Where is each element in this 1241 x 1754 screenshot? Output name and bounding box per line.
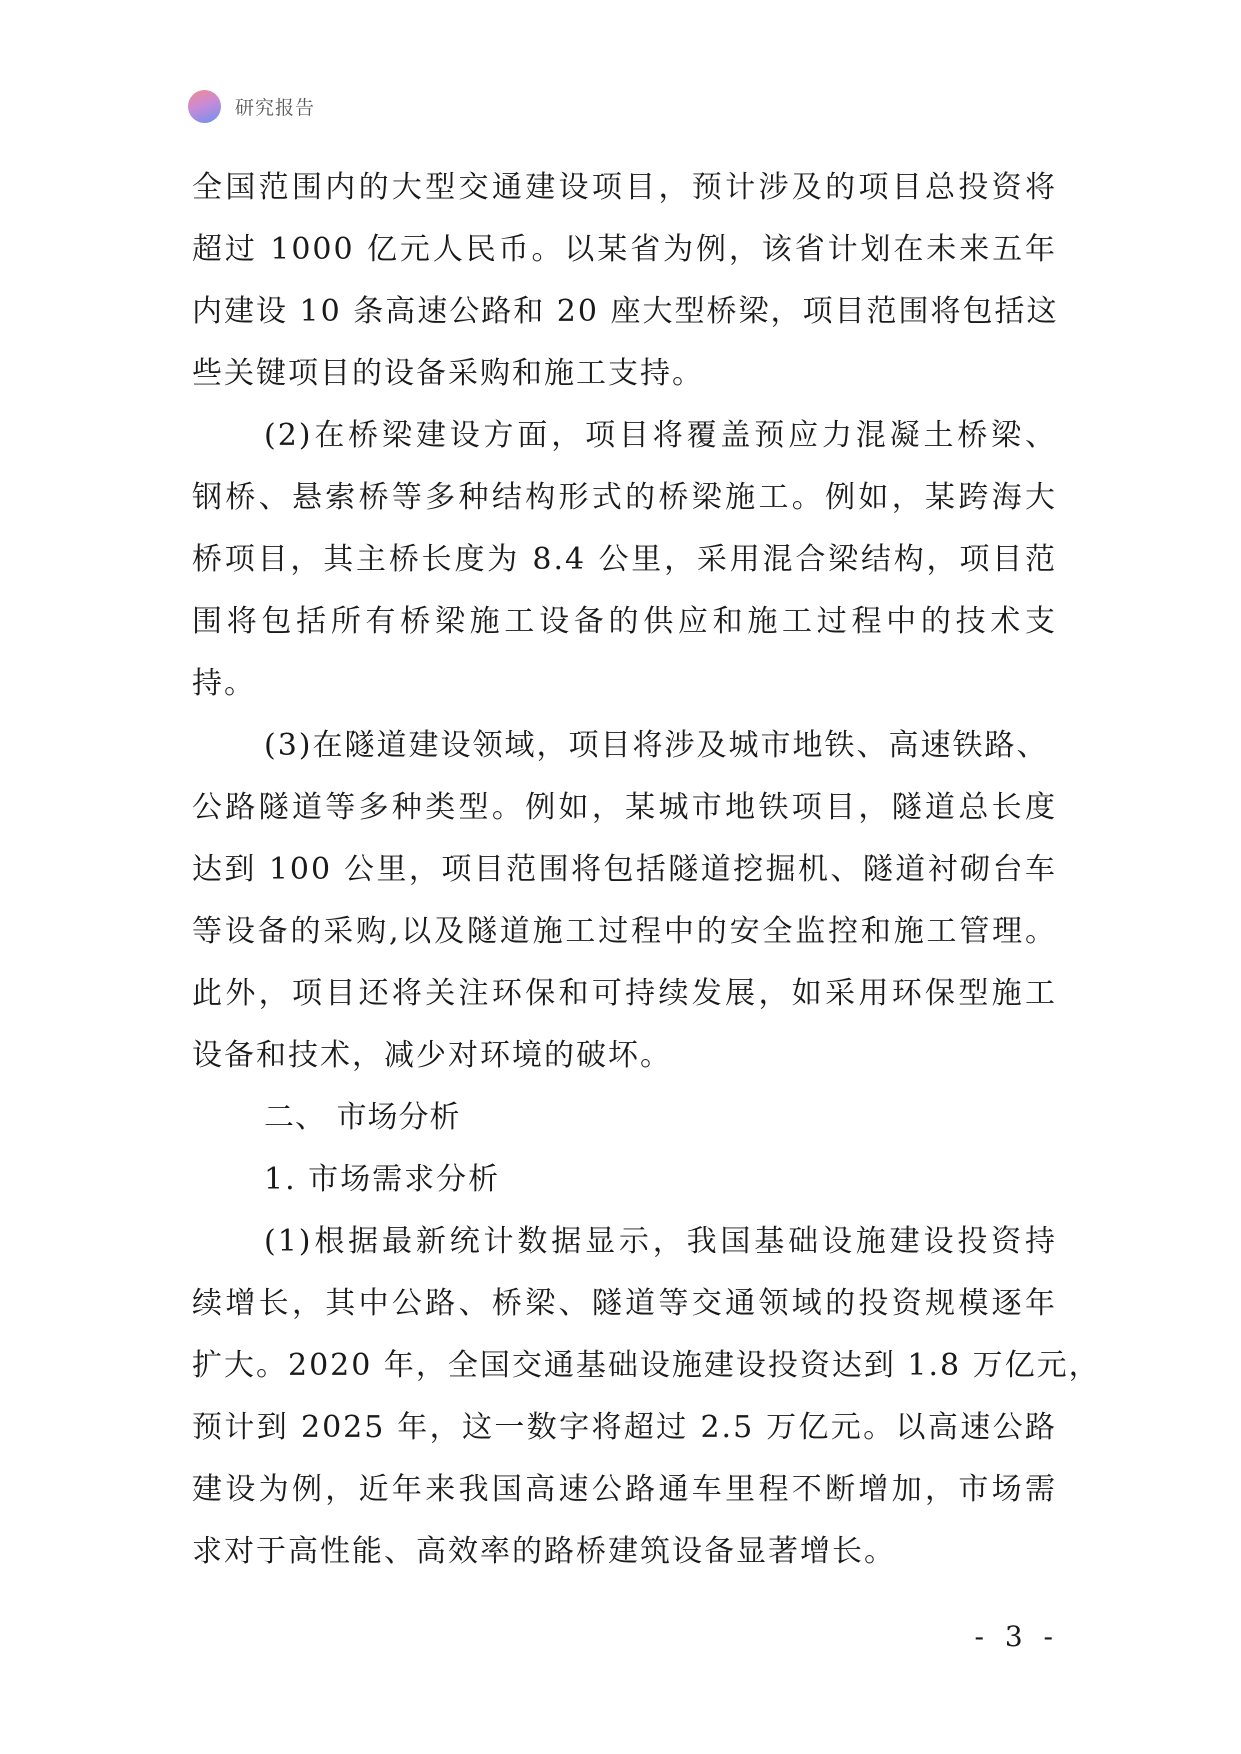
body-text (192, 157, 1101, 1583)
text-line: 桥项目，其主桥长度为 8.4 公里，采用混合梁结构，项目范 (192, 542, 1057, 577)
text-line: 钢桥、悬索桥等多种结构形式的桥梁施工。例如，某跨海大 (192, 480, 1057, 515)
text-line: (2)在桥梁建设方面，项目将覆盖预应力混凝土桥梁、 (264, 418, 1057, 453)
text-line: 此外，项目还将关注环保和可持续发展，如采用环保型施工 (192, 976, 1057, 1011)
text-line: 围将包括所有桥梁施工设备的供应和施工过程中的技术支 (192, 604, 1057, 639)
text-line: 预计到 2025 年，这一数字将超过 2.5 万亿元。以高速公路 (192, 1410, 1057, 1445)
subsection-heading: 1. 市场需求分析 (264, 1162, 501, 1197)
logo-circle-icon (188, 90, 221, 123)
text-line: 等设备的采购,以及隧道施工过程中的安全监控和施工管理。 (192, 914, 1057, 949)
text-line: 超过 1000 亿元人民币。以某省为例，该省计划在未来五年 (192, 232, 1057, 267)
text-line: (1)根据最新统计数据显示，我国基础设施建设投资持 (264, 1224, 1057, 1259)
text-line: 建设为例，近年来我国高速公路通车里程不断增加，市场需 (192, 1472, 1057, 1507)
text-line: 求对于高性能、高效率的路桥建筑设备显著增长。 (192, 1534, 896, 1569)
text-line: 设备和技术，减少对环境的破坏。 (192, 1038, 672, 1073)
section-heading: 二、 市场分析 (264, 1100, 461, 1135)
page-header (188, 88, 315, 124)
text-line: 内建设 10 条高速公路和 20 座大型桥梁，项目范围将包括这 (192, 294, 1059, 329)
text-line: 全国范围内的大型交通建设项目，预计涉及的项目总投资将 (192, 170, 1057, 205)
header-title: 研究报告 (235, 96, 316, 119)
page-number: - 3 - (974, 1620, 1059, 1653)
text-line: 持。 (192, 666, 256, 701)
text-line: 扩大。2020 年，全国交通基础设施建设投资达到 1.8 万亿元， (192, 1348, 1101, 1383)
text-line: 公路隧道等多种类型。例如，某城市地铁项目，隧道总长度 (192, 790, 1057, 825)
text-line: (3)在隧道建设领域，项目将涉及城市地铁、高速铁路、 (264, 728, 1049, 763)
text-line: 续增长，其中公路、桥梁、隧道等交通领域的投资规模逐年 (192, 1286, 1057, 1321)
text-line: 些关键项目的设备采购和施工支持。 (192, 356, 704, 391)
text-line: 达到 100 公里，项目范围将包括隧道挖掘机、隧道衬砌台车 (192, 852, 1057, 887)
